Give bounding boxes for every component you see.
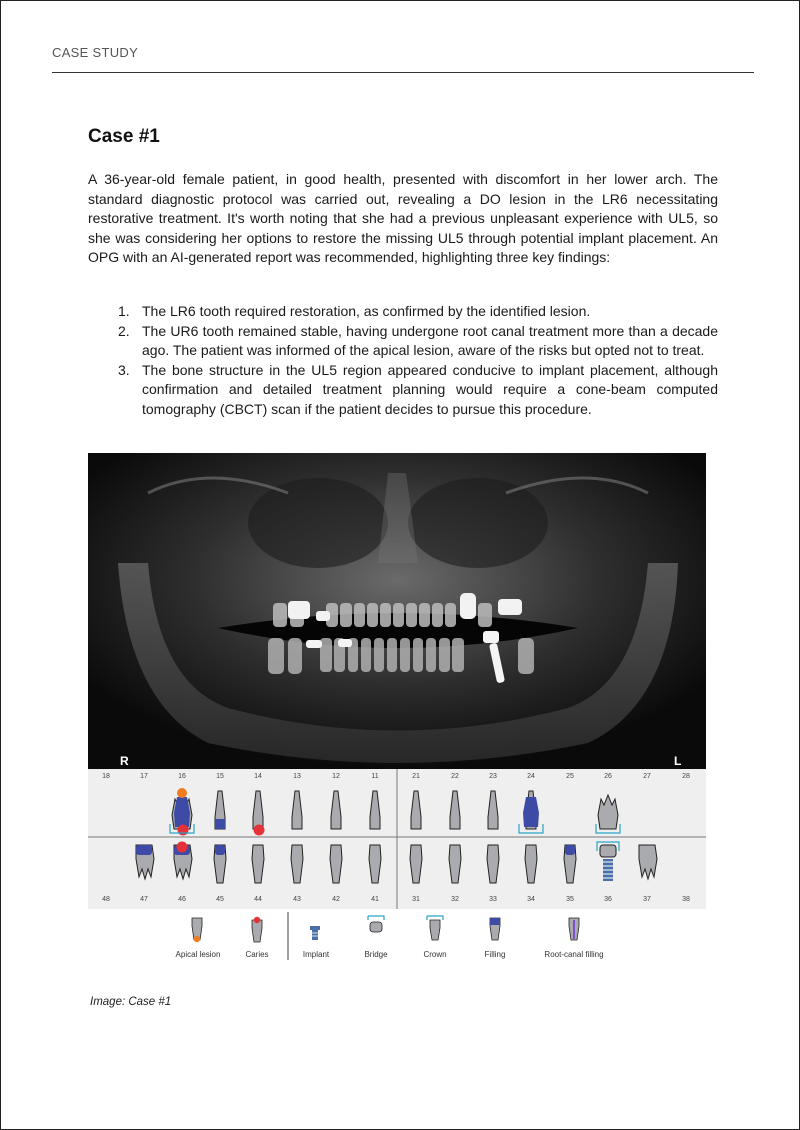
finding-number: 2.: [118, 322, 130, 339]
tooth-number: 26: [604, 773, 612, 780]
tooth-46: [174, 842, 192, 880]
tooth-31: [410, 845, 422, 883]
finding-item: [88, 361, 718, 420]
legend-label: Implant: [302, 950, 330, 959]
tooth-number: 15: [216, 773, 224, 780]
tooth-number: 44: [254, 896, 262, 903]
tooth-number: 42: [332, 896, 340, 903]
crown-icon: [427, 916, 443, 940]
opg-xray-image: [88, 453, 706, 769]
tooth-number: 31: [412, 896, 420, 903]
tooth-23: [488, 791, 498, 829]
bridge-icon: [368, 916, 384, 932]
tooth-24: [519, 791, 543, 833]
tooth-number: 23: [489, 773, 497, 780]
tooth-number: 36: [604, 896, 612, 903]
tooth-14: [253, 791, 265, 836]
tooth-number: 11: [371, 773, 379, 780]
tooth-number: 18: [102, 773, 110, 780]
finding-text: The LR6 tooth required restoration, as confirmed by the identified lesion.: [142, 303, 591, 319]
tooth-number: 46: [178, 896, 186, 903]
filling-icon: [490, 918, 500, 940]
tooth-number: 45: [216, 896, 224, 903]
tooth-32: [449, 845, 461, 883]
legend-label: Apical lesion: [175, 950, 221, 959]
findings-list: [88, 302, 718, 419]
tooth-number: 27: [643, 773, 651, 780]
tooth-number: 35: [566, 896, 574, 903]
tooth-37: [639, 845, 657, 879]
tooth-42: [330, 845, 342, 883]
tooth-number: 47: [140, 896, 148, 903]
finding-text: The UR6 tooth remained stable, having undergone root canal treatment more than a decade ago. The patient was informed of the apical lesion, aware of the risks but opted not to treat.: [142, 322, 718, 358]
legend-label: Bridge: [364, 950, 388, 959]
tooth-number: 12: [332, 773, 340, 780]
tooth-number: 34: [527, 896, 535, 903]
tooth-number: 43: [293, 896, 301, 903]
tooth-number: 25: [566, 773, 574, 780]
tooth-13: [292, 791, 302, 829]
caries-icon: [252, 917, 262, 942]
tooth-number: 38: [682, 896, 690, 903]
image-caption: Image: Case #1: [90, 996, 172, 1008]
finding-item: [88, 302, 718, 322]
tooth-number: 14: [254, 773, 262, 780]
tooth-number: 24: [527, 773, 535, 780]
root-canal-filling-icon: [569, 918, 579, 940]
tooth-35: [564, 845, 576, 883]
legend-label: Root-canal filling: [544, 950, 604, 959]
tooth-33: [487, 845, 499, 883]
tooth-15: [215, 791, 225, 829]
tooth-number: 17: [140, 773, 148, 780]
finding-number: 3.: [118, 361, 130, 378]
tooth-22: [450, 791, 460, 829]
tooth-number: 13: [293, 773, 301, 780]
case-title: Case #1: [88, 126, 160, 147]
tooth-12: [331, 791, 341, 829]
section-header: CASE STUDY: [52, 45, 139, 60]
tooth-44: [252, 845, 264, 883]
tooth-number: 33: [489, 896, 497, 903]
tooth-number: 37: [643, 896, 651, 903]
finding-text: The bone structure in the UL5 region appeared conducive to implant placement, although confirmation and detailed treatment planning would require a cone-beam computed tomography (CBCT) scan if the patient decides to pursue this procedure.: [142, 361, 718, 417]
xray-right-marker: R: [120, 754, 129, 768]
tooth-16: [170, 788, 194, 836]
tooth-number: 28: [682, 773, 690, 780]
apical-lesion-icon: [192, 918, 202, 942]
tooth-45: [214, 845, 226, 883]
chart-legend: [150, 912, 650, 962]
tooth-41: [369, 845, 381, 883]
finding-number: 1.: [118, 303, 130, 319]
tooth-43: [291, 845, 303, 883]
tooth-26: [596, 795, 620, 833]
tooth-number: 48: [102, 896, 110, 903]
tooth-11: [370, 791, 380, 829]
xray-left-marker: L: [674, 754, 682, 768]
dental-chart: [88, 769, 706, 909]
case-intro-paragraph: A 36-year-old female patient, in good health, presented with discomfort in her lower arch. The standard diagnostic protocol was carried out, revealing a DO lesion in the LR6 necessitating restorative treatment. It's worth noting that she had a previous unpleasant experience with UL5, so she was considering her options to restore the missing UL5 through potential implant placement. An OPG with an AI-generated report was recommended, highlighting three key findings:: [88, 171, 718, 265]
tooth-number: 16: [178, 773, 186, 780]
tooth-36: [597, 842, 619, 881]
header-divider: [52, 72, 754, 73]
legend-label: Crown: [423, 950, 447, 959]
tooth-number: 22: [451, 773, 459, 780]
tooth-21: [411, 791, 421, 829]
finding-item: [88, 322, 718, 361]
tooth-number: 32: [451, 896, 459, 903]
tooth-34: [525, 845, 537, 883]
tooth-number: 21: [412, 773, 420, 780]
legend-label: Caries: [245, 950, 269, 959]
legend-label: Filling: [484, 950, 506, 959]
tooth-47: [136, 845, 154, 879]
implant-icon: [310, 926, 320, 940]
tooth-number: 41: [371, 896, 379, 903]
